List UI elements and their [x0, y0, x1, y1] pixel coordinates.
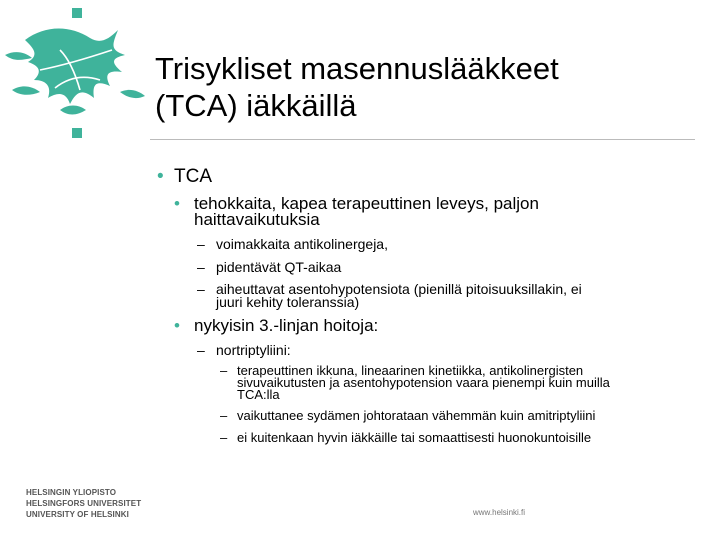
bullet-marker: • [174, 316, 180, 335]
list-item: nykyisin 3.-linjan hoitoja: [194, 316, 379, 335]
bullet-marker: • [157, 166, 164, 187]
list-item: ei kuitenkaan hyvin iäkkäille tai somaattisesti huonokuntoisille [237, 430, 592, 445]
list-item: voimakkaita antikolinergeja, [216, 236, 388, 252]
dash-marker: – [197, 259, 205, 275]
bullet-marker: • [174, 194, 180, 213]
list-item: aiheuttavat asentohypotensiota (pienillä pitoisuuksillakin, ei [216, 281, 582, 297]
dash-marker: – [220, 363, 228, 378]
title-line: (TCA) iäkkäillä [155, 88, 357, 123]
dash-marker: – [197, 281, 205, 297]
dash-marker: – [220, 408, 228, 423]
university-name-line: HELSINGIN YLIOPISTO [26, 488, 117, 497]
dash-marker: – [220, 430, 228, 445]
list-item: tehokkaita, kapea terapeuttinen leveys, paljon [194, 194, 539, 213]
footer-url: www.helsinki.fi [473, 508, 526, 517]
university-name [26, 487, 141, 520]
list-item-continuation: haittavaikutuksia [194, 210, 320, 229]
dash-marker: – [197, 342, 205, 358]
list-item-continuation: juuri kehity toleranssia) [216, 294, 360, 310]
university-name-line: HELSINGFORS UNIVERSITET [26, 499, 142, 508]
list-item: vaikuttanee sydämen johtorataan vähemmän kuin amitriptyliini [237, 408, 596, 423]
list-item: terapeuttinen ikkuna, lineaarinen kinetiikka, antikolinergisten [237, 363, 584, 378]
dash-marker: – [197, 236, 205, 252]
list-item: pidentävät QT-aikaa [216, 259, 342, 275]
list-item-continuation: TCA:lla [237, 387, 280, 402]
list-item-continuation: sivuvaikutusten ja asentohypotension vaara pienempi kuin muilla [237, 375, 610, 390]
title-line: Trisykliset masennuslääkkeet [155, 51, 559, 86]
university-name-line: UNIVERSITY OF HELSINKI [26, 510, 129, 519]
list-item: nortriptyliini: [216, 342, 291, 358]
list-item: TCA [174, 166, 212, 187]
